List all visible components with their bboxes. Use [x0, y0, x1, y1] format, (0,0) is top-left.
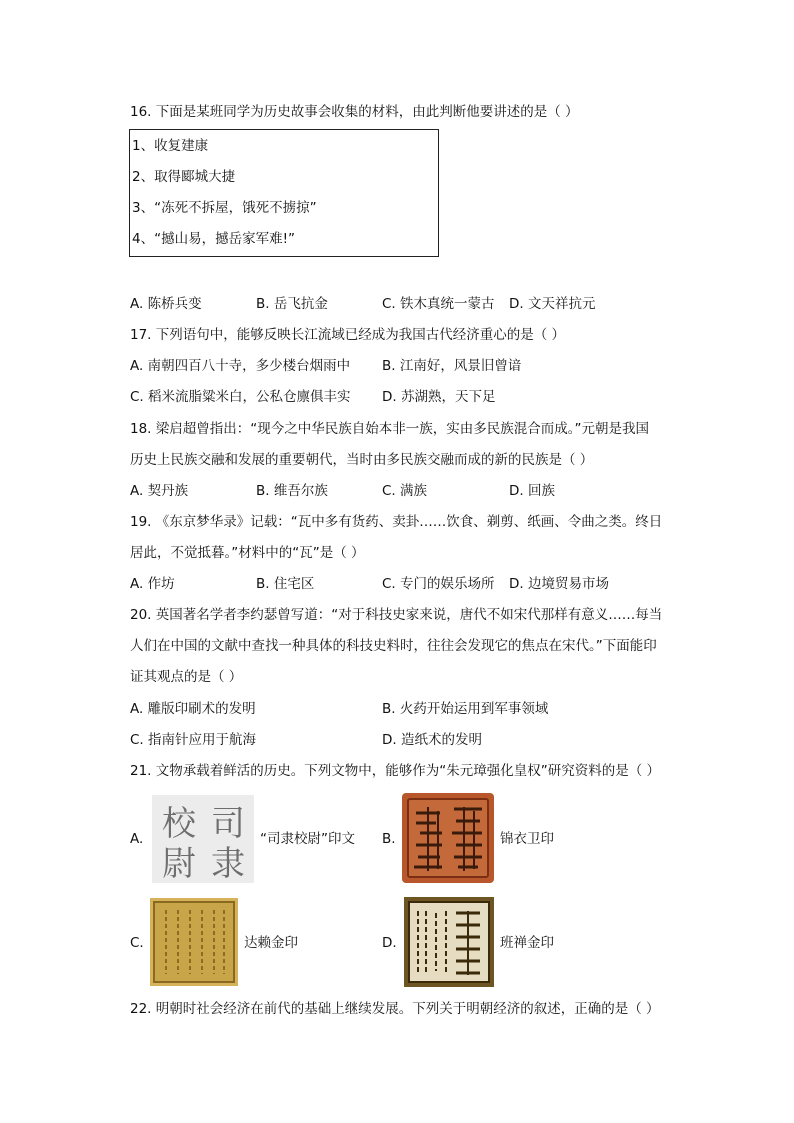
q20-option-a[interactable]: A. 雕版印刷术的发明	[130, 701, 256, 717]
seal-char: 尉	[162, 844, 196, 883]
seal-char: 校	[162, 804, 196, 844]
q16-box-item-2: 2、取得郾城大捷	[132, 169, 236, 185]
q18-stem-line-1: 18. 梁启超曾指出：“现今之中华民族自始本非一族，实由多民族混合而成。”元朝是我国	[130, 421, 649, 437]
q16-box-item-4: 4、“撼山易，撼岳家军难!”	[132, 231, 295, 247]
q20-option-d[interactable]: D. 造纸术的发明	[382, 732, 482, 748]
q17-option-d[interactable]: D. 苏湖熟，天下足	[382, 389, 496, 405]
seal-char: 隶	[211, 844, 245, 883]
q19-stem-line-2: 居此，不觉抵暮。”材料中的“瓦”是（ ）	[130, 545, 365, 561]
q18-option-d[interactable]: D. 回族	[509, 483, 555, 499]
q21-option-b-caption: 锦衣卫印	[500, 831, 554, 847]
q18-stem-line-2: 历史上民族交融和发展的重要朝代，当时由多民族交融而成的新的民族是（ ）	[130, 452, 594, 468]
q19-option-b[interactable]: B. 住宅区	[256, 576, 315, 592]
q16-stem: 16. 下面是某班同学为历史故事会收集的材料，由此判断他要讲述的是（ ）	[130, 104, 579, 120]
q16-option-c[interactable]: C. 铁木真统一蒙古	[382, 296, 495, 312]
q16-box-item-1: 1、收复建康	[132, 138, 209, 154]
q17-option-b[interactable]: B. 江南好，风景旧曾谙	[382, 358, 522, 374]
q17-option-c[interactable]: C. 稻米流脂粱米白，公私仓廪俱丰实	[130, 389, 351, 405]
q19-option-d[interactable]: D. 边境贸易市场	[509, 576, 609, 592]
dalai-gold-seal-image	[150, 898, 238, 986]
q17-option-a[interactable]: A. 南朝四百八十寺，多少楼台烟雨中	[130, 358, 351, 374]
q18-option-b[interactable]: B. 维吾尔族	[256, 483, 328, 499]
q19-option-c[interactable]: C. 专门的娱乐场所	[382, 576, 495, 592]
q16-option-a[interactable]: A. 陈桥兵变	[130, 296, 202, 312]
q20-stem-line-2: 人们在中国的文献中查找一种具体的科技史料时，往往会发现它的焦点在宋代。”下面能印	[130, 638, 657, 654]
seal-sili-xiaowei-image	[152, 795, 254, 883]
q20-option-c[interactable]: C. 指南针应用于航海	[130, 732, 257, 748]
seal-char: 司	[211, 804, 245, 844]
q20-stem-line-3: 证其观点的是（ ）	[130, 669, 243, 685]
q17-stem: 17. 下列语句中，能够反映长江流域已经成为我国古代经济重心的是（ ）	[130, 327, 566, 343]
q20-option-b[interactable]: B. 火药开始运用到军事领域	[382, 701, 549, 717]
q21-option-c-letter[interactable]: C.	[130, 935, 144, 951]
q22-stem: 22. 明朝时社会经济在前代的基础上继续发展。下列关于明朝经济的叙述，正确的是（ ）	[130, 1001, 660, 1017]
q16-option-d[interactable]: D. 文天祥抗元	[509, 296, 596, 312]
panchen-gold-seal-image	[404, 897, 494, 987]
jinyiwei-seal-image	[402, 793, 494, 883]
q19-stem-line-1: 19. 《东京梦华录》记载：“瓦中多有货药、卖卦……饮食、剃剪、纸画、令曲之类。终日	[130, 514, 663, 530]
q16-option-b[interactable]: B. 岳飞抗金	[256, 296, 328, 312]
q18-option-c[interactable]: C. 满族	[382, 483, 428, 499]
q21-option-c-caption: 达赖金印	[244, 935, 298, 951]
q16-material-box	[129, 129, 439, 257]
q16-box-item-3: 3、“冻死不拆屋，饿死不掳掠”	[132, 200, 317, 216]
q21-option-d-caption: 班禅金印	[500, 935, 554, 951]
q21-option-a-letter[interactable]: A.	[130, 831, 144, 847]
q18-option-a[interactable]: A. 契丹族	[130, 483, 189, 499]
q20-stem-line-1: 20. 英国著名学者李约瑟曾写道：“对于科技史家来说，唐代不如宋代那样有意义……每当	[130, 607, 663, 623]
q21-option-d-letter[interactable]: D.	[382, 935, 397, 951]
q19-option-a[interactable]: A. 作坊	[130, 576, 175, 592]
q21-option-a-caption: “司隶校尉”印文	[260, 831, 355, 847]
q21-option-b-letter[interactable]: B.	[382, 831, 396, 847]
q21-stem: 21. 文物承载着鲜活的历史。下列文物中，能够作为“朱元璋强化皇权”研究资料的是（ ）	[130, 763, 661, 779]
